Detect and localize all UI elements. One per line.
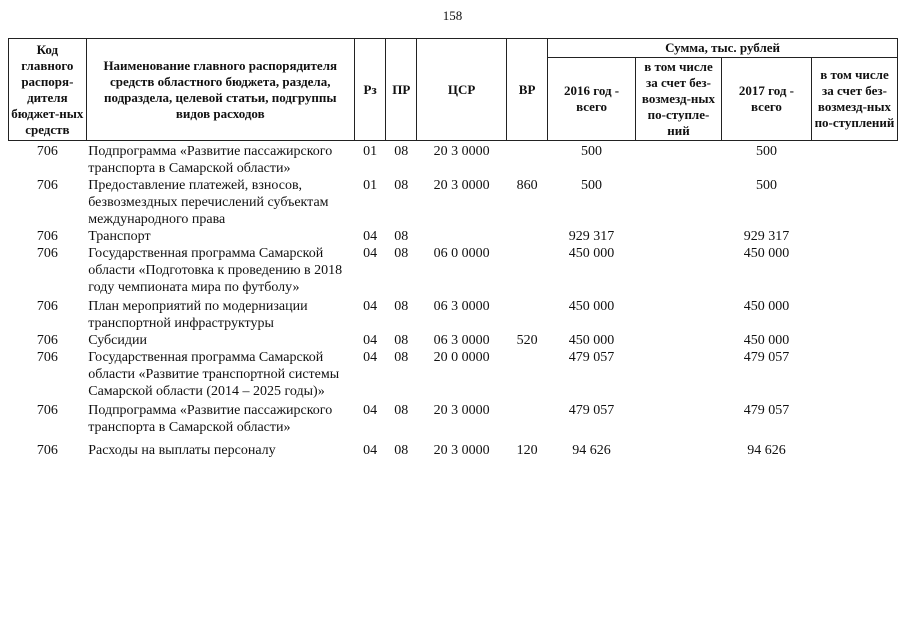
cell-pr: 08 (394, 350, 409, 365)
table-row (9, 400, 898, 436)
cell-csr: 20 3 0000 (433, 144, 490, 159)
cell-csr: 20 3 0000 (433, 403, 490, 418)
header-2017-gratuitous: в том числе за счет без-возмезд-ных по-ступлений (811, 58, 897, 141)
cell-csr: 06 3 0000 (433, 299, 490, 314)
cell-name: Предоставление платежей, взносов, безвозмездных перечислений субъектам международного права (88, 178, 329, 227)
cell-code: 706 (36, 144, 58, 159)
table-row (9, 296, 898, 332)
cell-rz: 04 (363, 403, 378, 418)
cell-name: Подпрограмма «Развитие пассажирского транспорта в Самарской области» (88, 144, 333, 176)
header-csr: ЦСР (417, 39, 507, 141)
table-row (9, 245, 898, 296)
cell-code: 706 (36, 333, 58, 348)
cell-code: 706 (36, 178, 58, 193)
cell-vr (507, 245, 548, 296)
cell-pr: 08 (394, 229, 409, 244)
cell-2016-total: 479 057 (568, 403, 615, 418)
cell-2017-gratuitous (811, 332, 897, 349)
cell-vr: 120 (516, 443, 538, 458)
cell-pr: 08 (394, 333, 409, 348)
cell-2017-total: 94 626 (747, 443, 786, 458)
cell-2016-gratuitous (636, 400, 722, 436)
cell-pr: 08 (394, 246, 409, 261)
cell-2017-gratuitous (811, 245, 897, 296)
table-row (9, 177, 898, 228)
cell-2016-gratuitous (636, 228, 722, 245)
cell-name: План мероприятий по модернизации транспортной инфраструктуры (88, 299, 308, 331)
cell-name: Государственная программа Самарской области «Развитие транспортной системы Самарской области (2014 – 2025 годы)» (88, 350, 340, 399)
cell-name: Субсидии (88, 333, 147, 348)
cell-name: Транспорт (88, 229, 151, 244)
cell-rz: 01 (363, 178, 378, 193)
cell-2016-gratuitous (636, 177, 722, 228)
header-name: Наименование главного распорядителя средств областного бюджета, раздела, подраздела, целевой статьи, подгруппы видов расходов (86, 39, 354, 141)
cell-2017-gratuitous (811, 296, 897, 332)
cell-csr: 20 3 0000 (433, 443, 490, 458)
table-body (9, 141, 898, 460)
cell-2017-gratuitous (811, 177, 897, 228)
header-sum: Сумма, тыс. рублей (548, 39, 898, 58)
cell-2016-gratuitous (636, 349, 722, 400)
header-code: Код главного распоря-дителя бюджет-ных средств (9, 39, 87, 141)
cell-2017-total: 450 000 (743, 246, 790, 261)
cell-2017-total: 479 057 (743, 403, 790, 418)
cell-code: 706 (36, 350, 58, 365)
cell-2016-gratuitous (636, 245, 722, 296)
cell-csr: 20 0 0000 (433, 350, 490, 365)
cell-2016-total: 450 000 (568, 333, 615, 348)
cell-2017-gratuitous (811, 400, 897, 436)
header-2017-total: 2017 год - всего (721, 58, 811, 141)
cell-pr: 08 (394, 403, 409, 418)
cell-2016-total: 929 317 (568, 229, 615, 244)
cell-2017-gratuitous (811, 141, 897, 178)
cell-2016-total: 94 626 (572, 443, 611, 458)
cell-vr (507, 141, 548, 178)
cell-code: 706 (36, 246, 58, 261)
cell-pr: 08 (394, 144, 409, 159)
cell-2017-total: 500 (755, 144, 777, 159)
cell-2016-total: 450 000 (568, 299, 615, 314)
table-row (9, 141, 898, 178)
table-row (9, 349, 898, 400)
cell-rz: 01 (363, 144, 378, 159)
cell-2017-total: 500 (755, 178, 777, 193)
cell-name: Расходы на выплаты персоналу (88, 443, 276, 458)
cell-name: Государственная программа Самарской области «Подготовка к проведению в 2018 году чемпионата мира по футболу» (88, 246, 343, 295)
cell-2016-total: 479 057 (568, 350, 615, 365)
header-vr: ВР (507, 39, 548, 141)
cell-rz: 04 (363, 333, 378, 348)
table-row (9, 332, 898, 349)
cell-2017-gratuitous (811, 349, 897, 400)
cell-rz: 04 (363, 299, 378, 314)
cell-2016-gratuitous (636, 141, 722, 178)
cell-pr: 08 (394, 443, 409, 458)
cell-2016-gratuitous (636, 296, 722, 332)
cell-vr: 520 (516, 333, 538, 348)
table-row (9, 436, 898, 459)
cell-code: 706 (36, 443, 58, 458)
header-rz: Рз (354, 39, 386, 141)
cell-vr (507, 349, 548, 400)
cell-2016-total: 500 (581, 144, 603, 159)
cell-code: 706 (36, 299, 58, 314)
cell-2016-gratuitous (636, 436, 722, 459)
cell-rz: 04 (363, 443, 378, 458)
cell-vr (507, 400, 548, 436)
cell-name: Подпрограмма «Развитие пассажирского транспорта в Самарской области» (88, 403, 333, 435)
cell-2017-total: 479 057 (743, 350, 790, 365)
cell-vr (507, 228, 548, 245)
cell-pr: 08 (394, 178, 409, 193)
cell-csr (417, 228, 507, 245)
cell-pr: 08 (394, 299, 409, 314)
cell-code: 706 (36, 403, 58, 418)
cell-csr: 06 3 0000 (433, 333, 490, 348)
cell-vr: 860 (516, 178, 538, 193)
header-2016-total: 2016 год - всего (548, 58, 636, 141)
cell-2017-gratuitous (811, 436, 897, 459)
cell-vr (507, 296, 548, 332)
cell-2016-total: 500 (581, 178, 603, 193)
cell-code: 706 (36, 229, 58, 244)
cell-2017-total: 450 000 (743, 299, 790, 314)
cell-2016-gratuitous (636, 332, 722, 349)
header-pr: ПР (386, 39, 417, 141)
table-row (9, 228, 898, 245)
cell-2017-gratuitous (811, 228, 897, 245)
cell-csr: 20 3 0000 (433, 178, 490, 193)
cell-csr: 06 0 0000 (433, 246, 490, 261)
header-2016-gratuitous: в том числе за счет без-возмезд-ных по-ступле-ний (636, 58, 722, 141)
page-number: 158 (442, 8, 463, 23)
cell-2017-total: 450 000 (743, 333, 790, 348)
cell-rz: 04 (363, 350, 378, 365)
cell-2016-total: 450 000 (568, 246, 615, 261)
cell-2017-total: 929 317 (743, 229, 790, 244)
cell-rz: 04 (363, 229, 378, 244)
budget-table (8, 38, 898, 459)
cell-rz: 04 (363, 246, 378, 261)
table-header (9, 39, 898, 141)
